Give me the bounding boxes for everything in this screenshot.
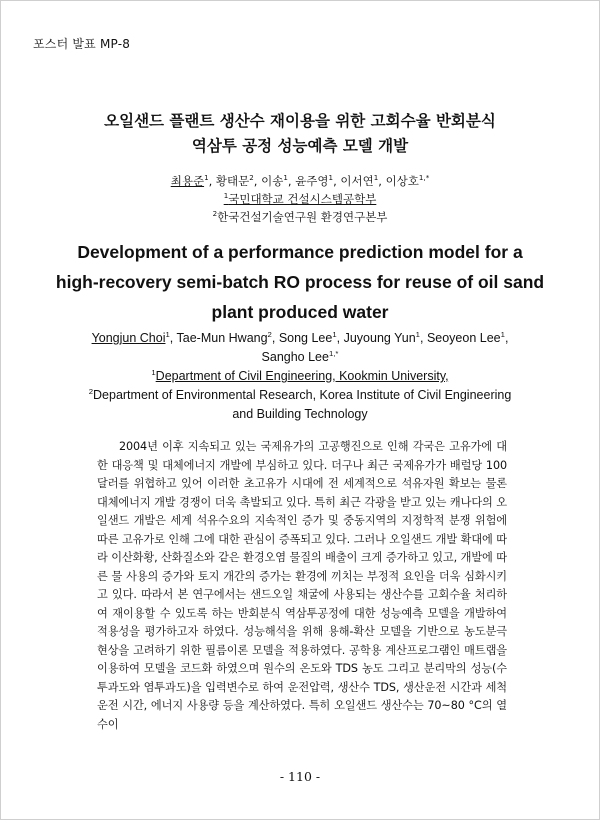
author-affil-mark: 1: [283, 173, 288, 183]
author-affil-mark: 1: [328, 173, 334, 183]
korean-affiliation-1: $^1$국민대학교 건설시스템공학부: [223, 191, 377, 206]
english-affiliation-2: $^2$Department of Environmental Research, Korea Institute of Civil Engineering: [88, 386, 512, 402]
abstract-paragraph: 2004년 이후 지속되고 있는 국제유가의 고공행진으로 인해 각국은 고유가에 대한 대응책 및 대체에너지 개발에 부심하고 있다. 더구나 최근 국제유가가 배럴당 100달러를 위협하고 있어 이러한 초고유가 시대에 전 세계적으로 석유자원 확보는 물론 대체에너지 개발 경쟁이 더욱 촉발되고 있다. 특히 최근 각광을 받고 있는 캐나다의 오일샌드 개발은 세계 석유수요의 지속적인 증가 및 중동지역의 지정학적 분쟁 위험에 따른 고유가로 인해 그에 대한 관심이 증폭되고 있다. 그러나 오일샌드 개발 확대에 따라 이산화황, 산화질소와 같은 환경오염 물질의 배출이 크게 증가하고 있고, 개발에 따른 물 사용의 증가와 토지 개간의 증가는 환경에 끼치는 부정적 요인을 더욱 심화시키고 있다. 따라서 본 연구에서는 샌드오일 채굴에 사용되는 생산수를 고회수율 처리하여 재이용할 수 있도록 하는 반회분식 역삼투공정에 대한 성능예측 모델을 개발하여 적용성을 평가하고자 하였다. 성능해석을 위해 용해-확산 모델을 기반으로 농도분극 현상을 고려하기 위한 필름이론 모델을 적용하였다. 공학용 계산프로그램인 매트랩을 이용하여 모델을 코드화 하였으며 원수의 온도와 TDS 농도 그리고 분리막의 성능(수투과도와 염투과도)을 입력변수로 하여 운전압력, 생산수 TDS, 생산운전 시간과 세척운전 시간, 에너지 사용량 등을 계산하였다. 특히 오일샌드 생산수는 70~80 °C의 열수이: [97, 440, 507, 731]
author-name: Tae-Mun Hwang: [176, 331, 268, 345]
english-title: [1, 237, 599, 327]
page-number: - 110 -: [279, 769, 321, 784]
english-title-line-3: plant produced water: [211, 302, 389, 322]
author-affil-mark: 1: [500, 329, 505, 339]
author-name: Sangho Lee: [261, 350, 329, 364]
author-name: 이상호: [385, 174, 419, 188]
korean-title-line-1: 오일샌드 플랜트 생산수 재이용을 위한 고회수율 반회분식: [104, 112, 496, 130]
author-affil-mark: 1,*: [418, 173, 430, 183]
author-name: 이송: [261, 174, 284, 188]
author-affil-mark: 1,*: [328, 348, 339, 358]
english-title-line-1: Development of a performance prediction model for a: [77, 242, 523, 262]
english-affiliation-2-cont: and Building Technology: [232, 407, 368, 421]
author-name: Juyoung Yun: [343, 331, 416, 345]
author-name: 윤주영: [295, 174, 329, 188]
english-affiliation-1: $^1$Department of Civil Engineering, Kookmin University,: [151, 367, 449, 383]
author-name: 황태문: [215, 174, 250, 188]
english-authors-block: [1, 329, 599, 424]
korean-author-list: 최용준$^1$, 황태문$^2$, 이송$^1$, 윤주영$^1$, 이서연$^1$, 이상호$^{1,*}$: [170, 173, 430, 188]
english-title-line-2: high-recovery semi-batch RO process for reuse of oil sand: [55, 272, 545, 292]
author-affil-mark: 2: [267, 329, 272, 339]
english-author-list-line-2: [1, 348, 599, 367]
author-name: 이서연: [340, 174, 374, 188]
author-affil-mark: 1: [332, 329, 337, 339]
english-author-list-line-1: Yongjun Choi$^1$, Tae-Mun Hwang$^2$, Song Lee$^1$, Juyoung Yun$^1$, Seoyeon Lee$^1$,: [91, 329, 509, 345]
author-name: 최용준: [170, 174, 205, 188]
korean-affiliation-2: $^2$한국건설기술연구원 환경연구본부: [212, 209, 388, 224]
author-affil-mark: 1: [165, 329, 170, 339]
session-label: 포스터 발표 MP-8: [33, 37, 131, 51]
korean-title: [1, 109, 599, 159]
author-name: Yongjun Choi: [91, 331, 166, 345]
korean-authors-block: [1, 172, 599, 226]
author-affil-mark: 1: [204, 173, 209, 183]
author-name: Seoyeon Lee: [426, 331, 501, 345]
author-affil-mark: 1: [415, 329, 420, 339]
author-affil-mark: 1: [373, 173, 379, 183]
author-affil-mark: 2: [249, 173, 254, 183]
korean-title-line-2: 역삼투 공정 성능예측 모델 개발: [191, 137, 409, 155]
author-name: Song Lee: [278, 331, 333, 345]
